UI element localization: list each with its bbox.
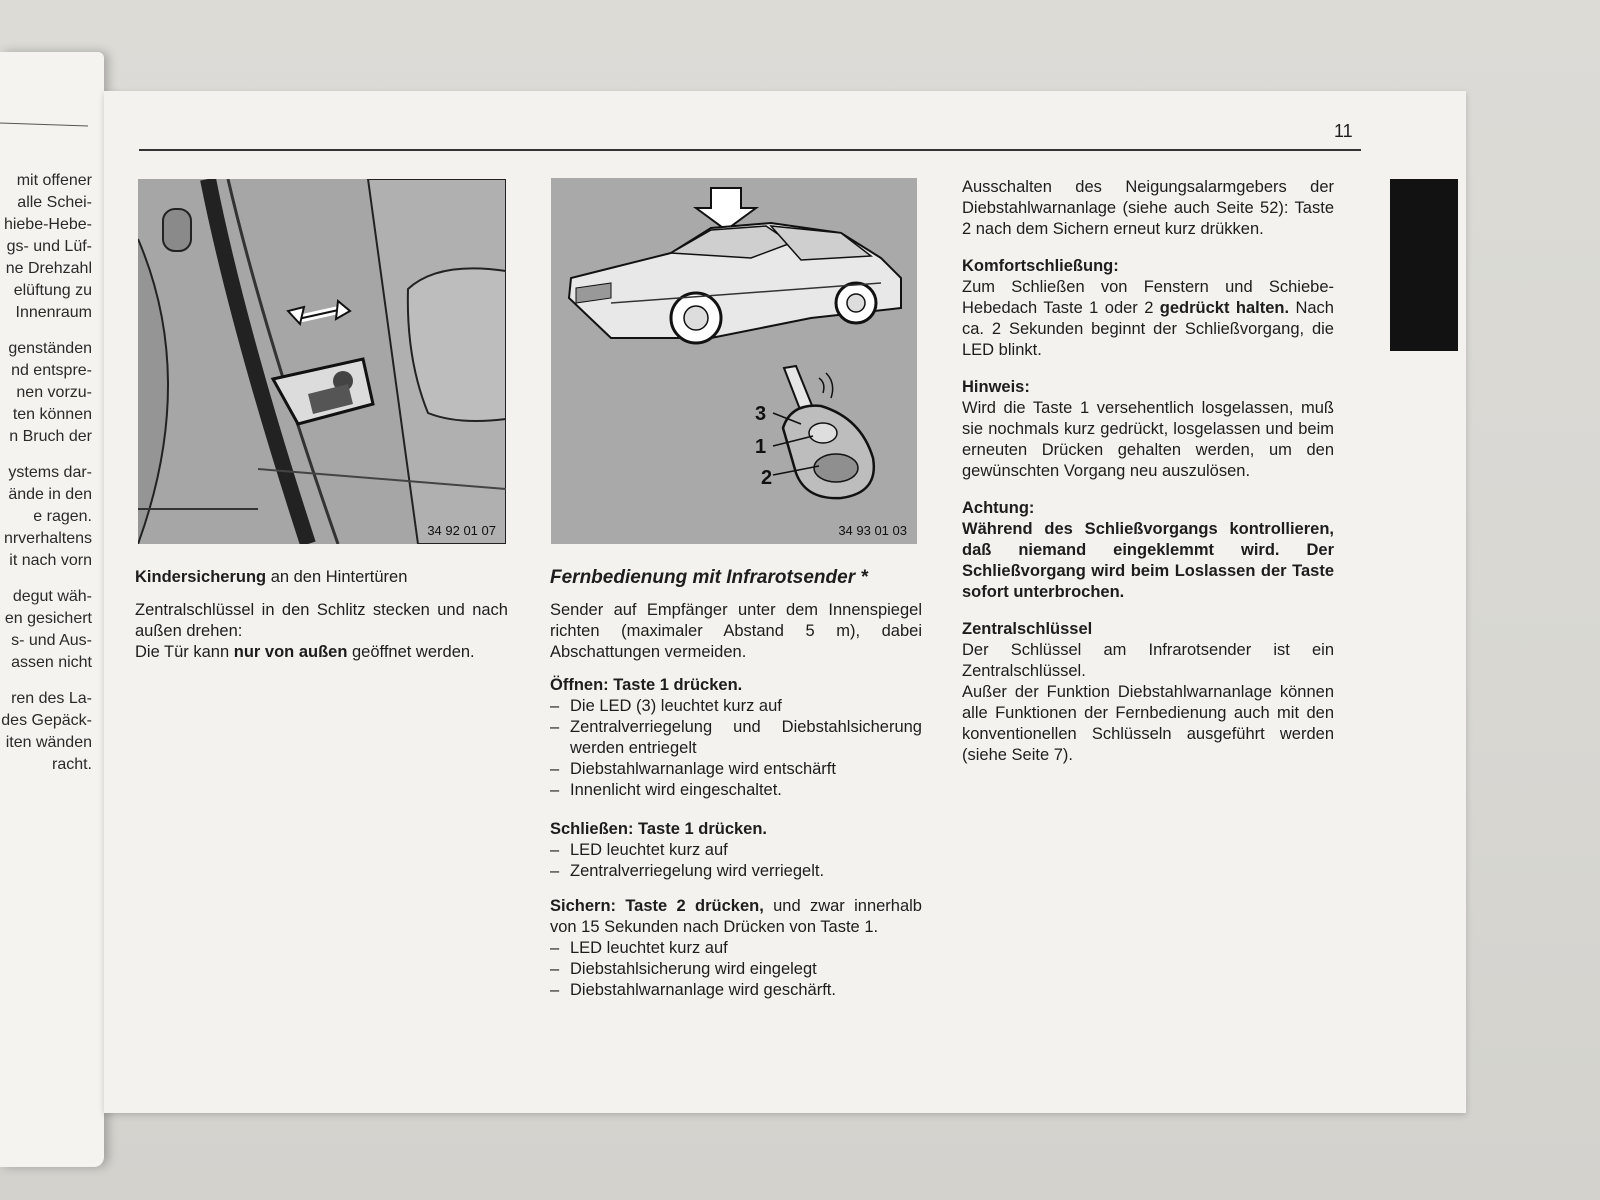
left-page-fragment: hiebe-Hebe- — [3, 216, 92, 233]
left-page-fragment: ystems dar- — [8, 464, 92, 481]
left-page-fragment: iten wänden — [5, 734, 92, 751]
komfort-text — [962, 277, 1334, 361]
left-page-rule — [0, 122, 88, 126]
close-title: Schließen: Taste 1 drücken. — [550, 820, 768, 838]
left-page-fragment: racht. — [51, 756, 92, 773]
hinweis-text: Wird die Taste 1 versehentlich losgelassen, muß sie nochmals kurz gedrückt, losgelassen und beim erneuten Drücken gehalten werden, um den gewünschten Vorgang neu auszulösen. — [962, 399, 1334, 480]
child-lock-instruction: Zentralschlüssel in den Schlitz stecken und nach außen drehen: — [135, 601, 508, 640]
figure-id-left: 34 92 01 07 — [427, 523, 496, 538]
secure-title: Sichern: Taste 2 drücken, — [550, 897, 764, 915]
left-page-fragment: it nach vorn — [9, 552, 92, 569]
child-lock-result-start: Die Tür kann — [135, 643, 234, 661]
left-page-fragment: Innenraum — [15, 304, 92, 321]
left-page-fragment — [0, 674, 92, 688]
left-page-fragment: des Gepäck- — [1, 712, 92, 729]
tilt-alarm-intro: Ausschalten des Neigungsalarmgebers der Diebstahlwarnanlage (siehe auch Seite 52): Taste 2 nach dem Sichern erneut kurz drükken. — [962, 178, 1334, 238]
remote-intro: Sender auf Empfänger unter dem Innenspiegel richten (maximaler Abstand 5 m), dabei Abschattungen vermeiden. — [550, 601, 922, 661]
zentral-text-2: Außer der Funktion Diebstahlwarnanlage können alle Funktionen der Fernbedienung auch mit den konventionellen Schlüsseln ausgeführt werden (siehe Seite 7). — [962, 683, 1334, 764]
left-page-fragment: mit offener — [16, 172, 92, 189]
child-lock-heading-bold: Kindersicherung — [135, 568, 267, 586]
left-page-fragment: n Bruch der — [9, 428, 92, 445]
header-rule — [139, 149, 1361, 151]
open-list — [550, 696, 922, 801]
komfort-text-end: Nach ca. 2 Sekunden beginnt der Schließvorgang, die LED blinkt. — [962, 299, 1334, 359]
child-lock-result-bold: nur von außen — [233, 643, 348, 661]
list-item: – Innenlicht wird eingeschaltet. — [550, 780, 922, 801]
list-item: – Diebstahlwarnanlage wird entschärft — [550, 759, 922, 780]
list-item: – LED leuchtet kurz auf — [550, 938, 922, 959]
list-item: – LED leuchtet kurz auf — [550, 840, 922, 861]
left-page-fragment: s- und Aus- — [11, 632, 92, 649]
remote-heading: Fernbedienung mit Infrarotsender * — [550, 567, 868, 588]
hinweis-title: Hinweis: — [962, 378, 1030, 396]
secure-list — [550, 938, 922, 1001]
zentral-title: Zentralschlüssel — [962, 620, 1093, 638]
child-lock-heading — [135, 567, 508, 588]
close-list — [550, 840, 922, 882]
remote-car-illustration — [551, 178, 917, 544]
secure-paragraph — [550, 896, 922, 938]
callout-3: 3 — [755, 403, 767, 425]
left-page-fragment: degut wäh- — [12, 588, 92, 605]
callout-1: 1 — [755, 436, 767, 458]
komfort-text-bold: gedrückt halten. — [1159, 299, 1290, 317]
list-item: – Diebstahlwarnanlage wird geschärft. — [550, 980, 922, 1001]
komfort-text-start: Zum Schließen von Fenstern und Schiebe-Hebedach Taste 1 oder 2 — [962, 278, 1334, 317]
left-page-fragment: alle Schei- — [17, 194, 92, 211]
left-page-fragment: gs- und Lüf- — [6, 238, 92, 255]
left-page-fragment: en gesichert — [4, 610, 92, 627]
achtung-title: Achtung: — [962, 499, 1035, 517]
child-lock-heading-rest: an den Hintertüren — [266, 568, 408, 586]
column-child-lock — [135, 567, 508, 675]
list-item: – Die LED (3) leuchtet kurz auf — [550, 696, 922, 717]
list-item: – Zentralverriegelung wird verriegelt. — [550, 861, 922, 882]
child-lock-result-end: geöffnet werden. — [347, 643, 475, 661]
list-item: – Zentralverriegelung und Diebstahlsicherung werden entriegelt — [550, 717, 922, 759]
figure-id-middle: 34 93 01 03 — [838, 523, 907, 538]
figure-child-lock — [138, 179, 506, 544]
page-number: 11 — [1334, 121, 1353, 141]
child-lock-result — [135, 642, 508, 663]
left-page-edge — [0, 52, 104, 1167]
left-page-fragment: elüftung zu — [13, 282, 92, 299]
left-page-fragment: genständen — [8, 340, 92, 357]
komfort-title: Komfortschließung: — [962, 257, 1119, 275]
zentral-text-1: Der Schlüssel am Infrarotsender ist ein Zentralschlüssel. — [962, 641, 1334, 680]
section-tab-marker — [1390, 179, 1458, 351]
left-page-fragment: e ragen. — [33, 508, 92, 525]
child-lock-illustration — [138, 179, 506, 544]
achtung-text: Während des Schließvorgangs kontrollieren, daß niemand eingeklemmt wird. Der Schließvorgang wird beim Loslassen der Taste sofort unterbrochen. — [962, 520, 1334, 601]
left-page-fragment: nd entspre- — [11, 362, 92, 379]
left-page-fragment — [0, 572, 92, 586]
callout-2: 2 — [761, 467, 773, 489]
left-page-fragment: ren des La- — [11, 690, 92, 707]
left-page-fragment — [0, 324, 92, 338]
column-remote — [550, 567, 922, 1015]
left-page-fragment: ände in den — [8, 486, 92, 503]
left-page-fragment: ten können — [12, 406, 92, 423]
secure-text: und zwar innerhalb von 15 Sekunden nach Drücken von Taste 1. — [550, 897, 922, 936]
open-title: Öffnen: Taste 1 drücken. — [550, 676, 743, 694]
left-page-fragment — [0, 448, 92, 462]
list-item: – Diebstahlsicherung wird eingelegt — [550, 959, 922, 980]
left-page-fragment: assen nicht — [11, 654, 92, 671]
column-comfort — [962, 177, 1334, 778]
left-page-fragment: nen vorzu- — [16, 384, 92, 401]
left-page-text-fragments — [0, 170, 92, 776]
left-page-fragment: ne Drehzahl — [5, 260, 92, 277]
manual-page — [104, 91, 1466, 1113]
figure-remote-control — [551, 178, 917, 544]
left-page-fragment: nrverhaltens — [3, 530, 92, 547]
